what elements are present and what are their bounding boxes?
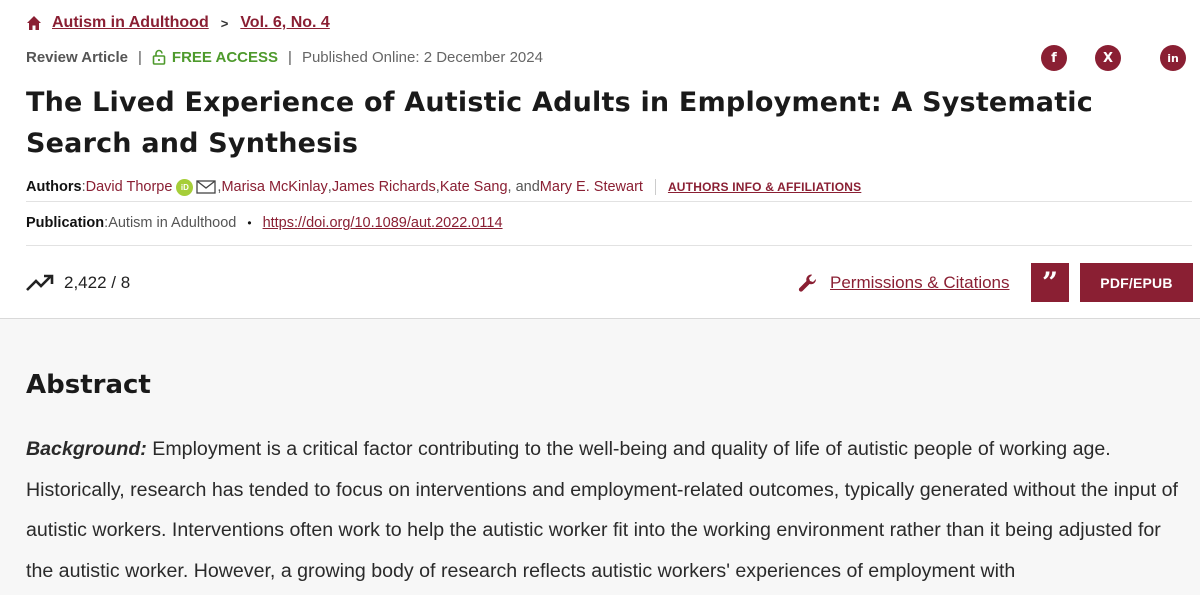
orcid-icon[interactable]: iD — [176, 179, 193, 196]
breadcrumb-journal-link[interactable]: Autism in Adulthood — [52, 14, 209, 31]
authors-label: Authors — [26, 179, 82, 195]
author-link[interactable]: Mary E. Stewart — [539, 179, 643, 195]
authors-colon: : — [81, 179, 86, 195]
breadcrumb — [26, 12, 330, 34]
author-link[interactable]: James Richards — [331, 179, 436, 195]
published-date: Published Online: 2 December 2024 — [301, 48, 543, 66]
mail-icon[interactable] — [196, 180, 216, 194]
social-share — [1010, 45, 1200, 71]
free-access-label: FREE ACCESS — [171, 48, 279, 66]
permissions-citations — [798, 271, 1010, 295]
authors-affiliations-link[interactable]: AUTHORS INFO & AFFILIATIONS — [667, 180, 862, 194]
publication-colon: : — [104, 215, 109, 231]
permissions-citations-link[interactable]: Permissions & Citations — [830, 273, 1010, 292]
article-type: Review Article — [26, 48, 128, 66]
facebook-icon[interactable]: f — [1041, 45, 1067, 71]
home-icon[interactable] — [26, 15, 42, 31]
pdf-epub-button[interactable]: PDF/EPUB — [1080, 263, 1193, 302]
lock-open-icon — [152, 49, 166, 65]
breadcrumb-issue-link[interactable]: Vol. 6, No. 4 — [240, 14, 330, 31]
doi-link[interactable]: https://doi.org/10.1089/aut.2022.0114 — [262, 215, 503, 231]
authors-line — [26, 176, 861, 198]
meta-divider: | — [288, 48, 292, 66]
publication-journal: Autism in Adulthood — [108, 215, 237, 231]
free-access-badge — [152, 49, 278, 66]
abstract-paragraph — [26, 429, 1192, 591]
authors-divider — [655, 179, 656, 195]
metrics-value: 2,422 / 8 — [64, 273, 131, 292]
author-link[interactable]: David Thorpe — [85, 179, 173, 195]
author-separator-and: , and — [507, 179, 540, 195]
article-meta — [26, 47, 543, 67]
author-link[interactable]: Marisa McKinlay — [221, 179, 328, 195]
article-metrics[interactable] — [26, 270, 130, 296]
divider — [26, 201, 1192, 202]
wrench-icon — [798, 273, 818, 293]
linkedin-icon[interactable]: in — [1160, 45, 1186, 71]
quote-icon: ” — [1041, 266, 1059, 299]
abstract-background-label: Background: — [26, 438, 147, 460]
cite-button[interactable] — [1031, 263, 1069, 302]
publication-label: Publication — [26, 215, 105, 231]
article-title: The Lived Experience of Autistic Adults in Employment: A Systematic Search and Synthesis — [26, 87, 1093, 159]
author-separator: , — [217, 179, 222, 195]
author-link[interactable]: Kate Sang — [439, 179, 508, 195]
trending-up-icon — [26, 274, 54, 292]
divider — [26, 245, 1192, 246]
abstract-background-text: Employment is a critical factor contributing to the well-being and quality of life of autistic people of working age. Historically, research has tended to focus on interventions and employment-related outcomes, typically generated without the input of autistic workers. Interventions often work to help the autistic worker fit into the working environment rather than it being adjusted for the autistic worker. However, a growing body of research reflects autistic workers' experiences of employment with — [26, 438, 1178, 582]
author-separator: , — [435, 179, 440, 195]
x-icon[interactable]: X — [1095, 45, 1121, 71]
publication-line — [26, 212, 503, 234]
abstract-heading: Abstract — [26, 370, 151, 400]
publication-bullet: • — [247, 216, 252, 230]
breadcrumb-separator: > — [220, 15, 229, 31]
author-separator: , — [327, 179, 332, 195]
meta-divider: | — [138, 48, 142, 66]
